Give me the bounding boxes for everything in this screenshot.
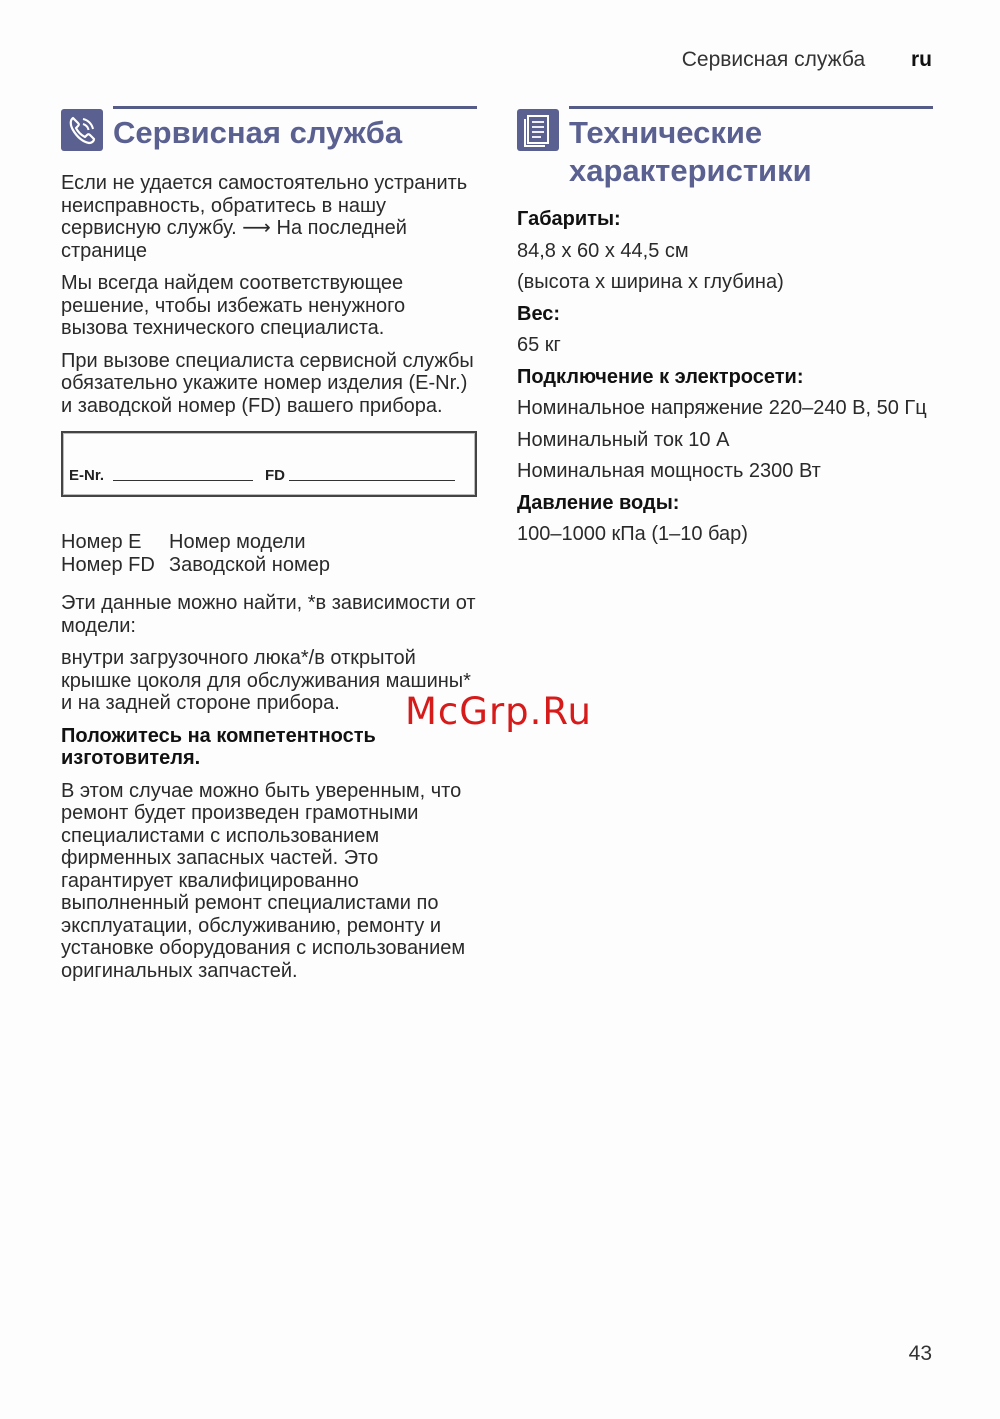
service-column (61, 106, 477, 992)
service-section-header (61, 106, 477, 168)
plate-legend (61, 531, 477, 576)
heading-rule (569, 106, 933, 109)
spec-value: Номинальное напряжение 220–240 В, 50 Гц (517, 397, 927, 419)
call-paragraph: При вызове специалиста сервисной службы обязательно укажите номер изделия (E-Nr.) и заводской номер (FD) вашего прибора. (61, 349, 474, 417)
spec-label: Давление воды: (517, 491, 680, 514)
watermark: McGrp.Ru (405, 690, 592, 733)
legend-code: Номер FD (61, 553, 155, 576)
enr-label: E-Nr. (69, 467, 105, 484)
spec-label: Вес: (517, 302, 561, 325)
intro-paragraph: Если не удается самостоятельно устранить неисправность, обратитесь в нашу сервисную службу. ⟶ На последней странице (61, 172, 468, 262)
location-detail-paragraph: внутри загрузочного люка*/в открытой крышке цоколя для обслуживания машины* и на задней стороне прибора. (61, 647, 471, 714)
running-header-title: Сервисная служба (681, 48, 866, 71)
spec-value: Номинальный ток 10 А (517, 428, 730, 451)
legend-meaning: Заводской номер (169, 553, 330, 576)
language-code: ru (911, 48, 932, 71)
page-number: 43 (908, 1342, 932, 1365)
specs-heading: Технические характеристики (569, 115, 812, 188)
competence-paragraph: В этом случае можно быть уверенным, что ремонт будет произведен грамотными специалистами с использованием фирменных запасных частей. Это гарантирует квалифицированно выполненный ремонт специалистами по эксплуатации, обслуживанию, ремонту и установке оборудования с использованием оригинальных запчастей. (61, 779, 466, 982)
spec-value: Номинальная мощность 2300 Вт (517, 460, 821, 482)
spec-value: 65 кг (517, 334, 561, 356)
fd-line (289, 480, 455, 481)
document-list-icon (517, 109, 559, 151)
location-paragraph: Эти данные можно найти, *в зависимости от модели: (61, 592, 476, 637)
spec-value: 100–1000 кПа (1–10 бар) (517, 523, 748, 545)
specs-section-header (517, 106, 933, 208)
legend-meaning: Номер модели (169, 531, 306, 553)
phone-handset-icon (61, 109, 103, 151)
spec-value: 84,8 x 60 x 44,5 см (517, 239, 689, 262)
heading-rule (113, 106, 477, 109)
spec-label: Габариты: (517, 208, 621, 230)
enr-line (113, 480, 253, 481)
service-heading: Сервисная служба (113, 115, 403, 150)
running-header (682, 48, 932, 72)
specs-list (517, 208, 933, 546)
fd-label: FD (265, 467, 285, 484)
legend-code: Номер E (61, 531, 142, 553)
solution-paragraph: Мы всегда найдем соответствующее решение, чтобы избежать ненужного вызова технического специалиста. (61, 272, 406, 339)
spec-label: Подключение к электросети: (517, 365, 804, 388)
spec-value: (высота x ширина x глубина) (517, 271, 784, 293)
rating-plate-diagram (61, 431, 477, 497)
specs-column (517, 106, 933, 555)
competence-subheading: Положитесь на компетентность изготовителя. (61, 724, 376, 769)
